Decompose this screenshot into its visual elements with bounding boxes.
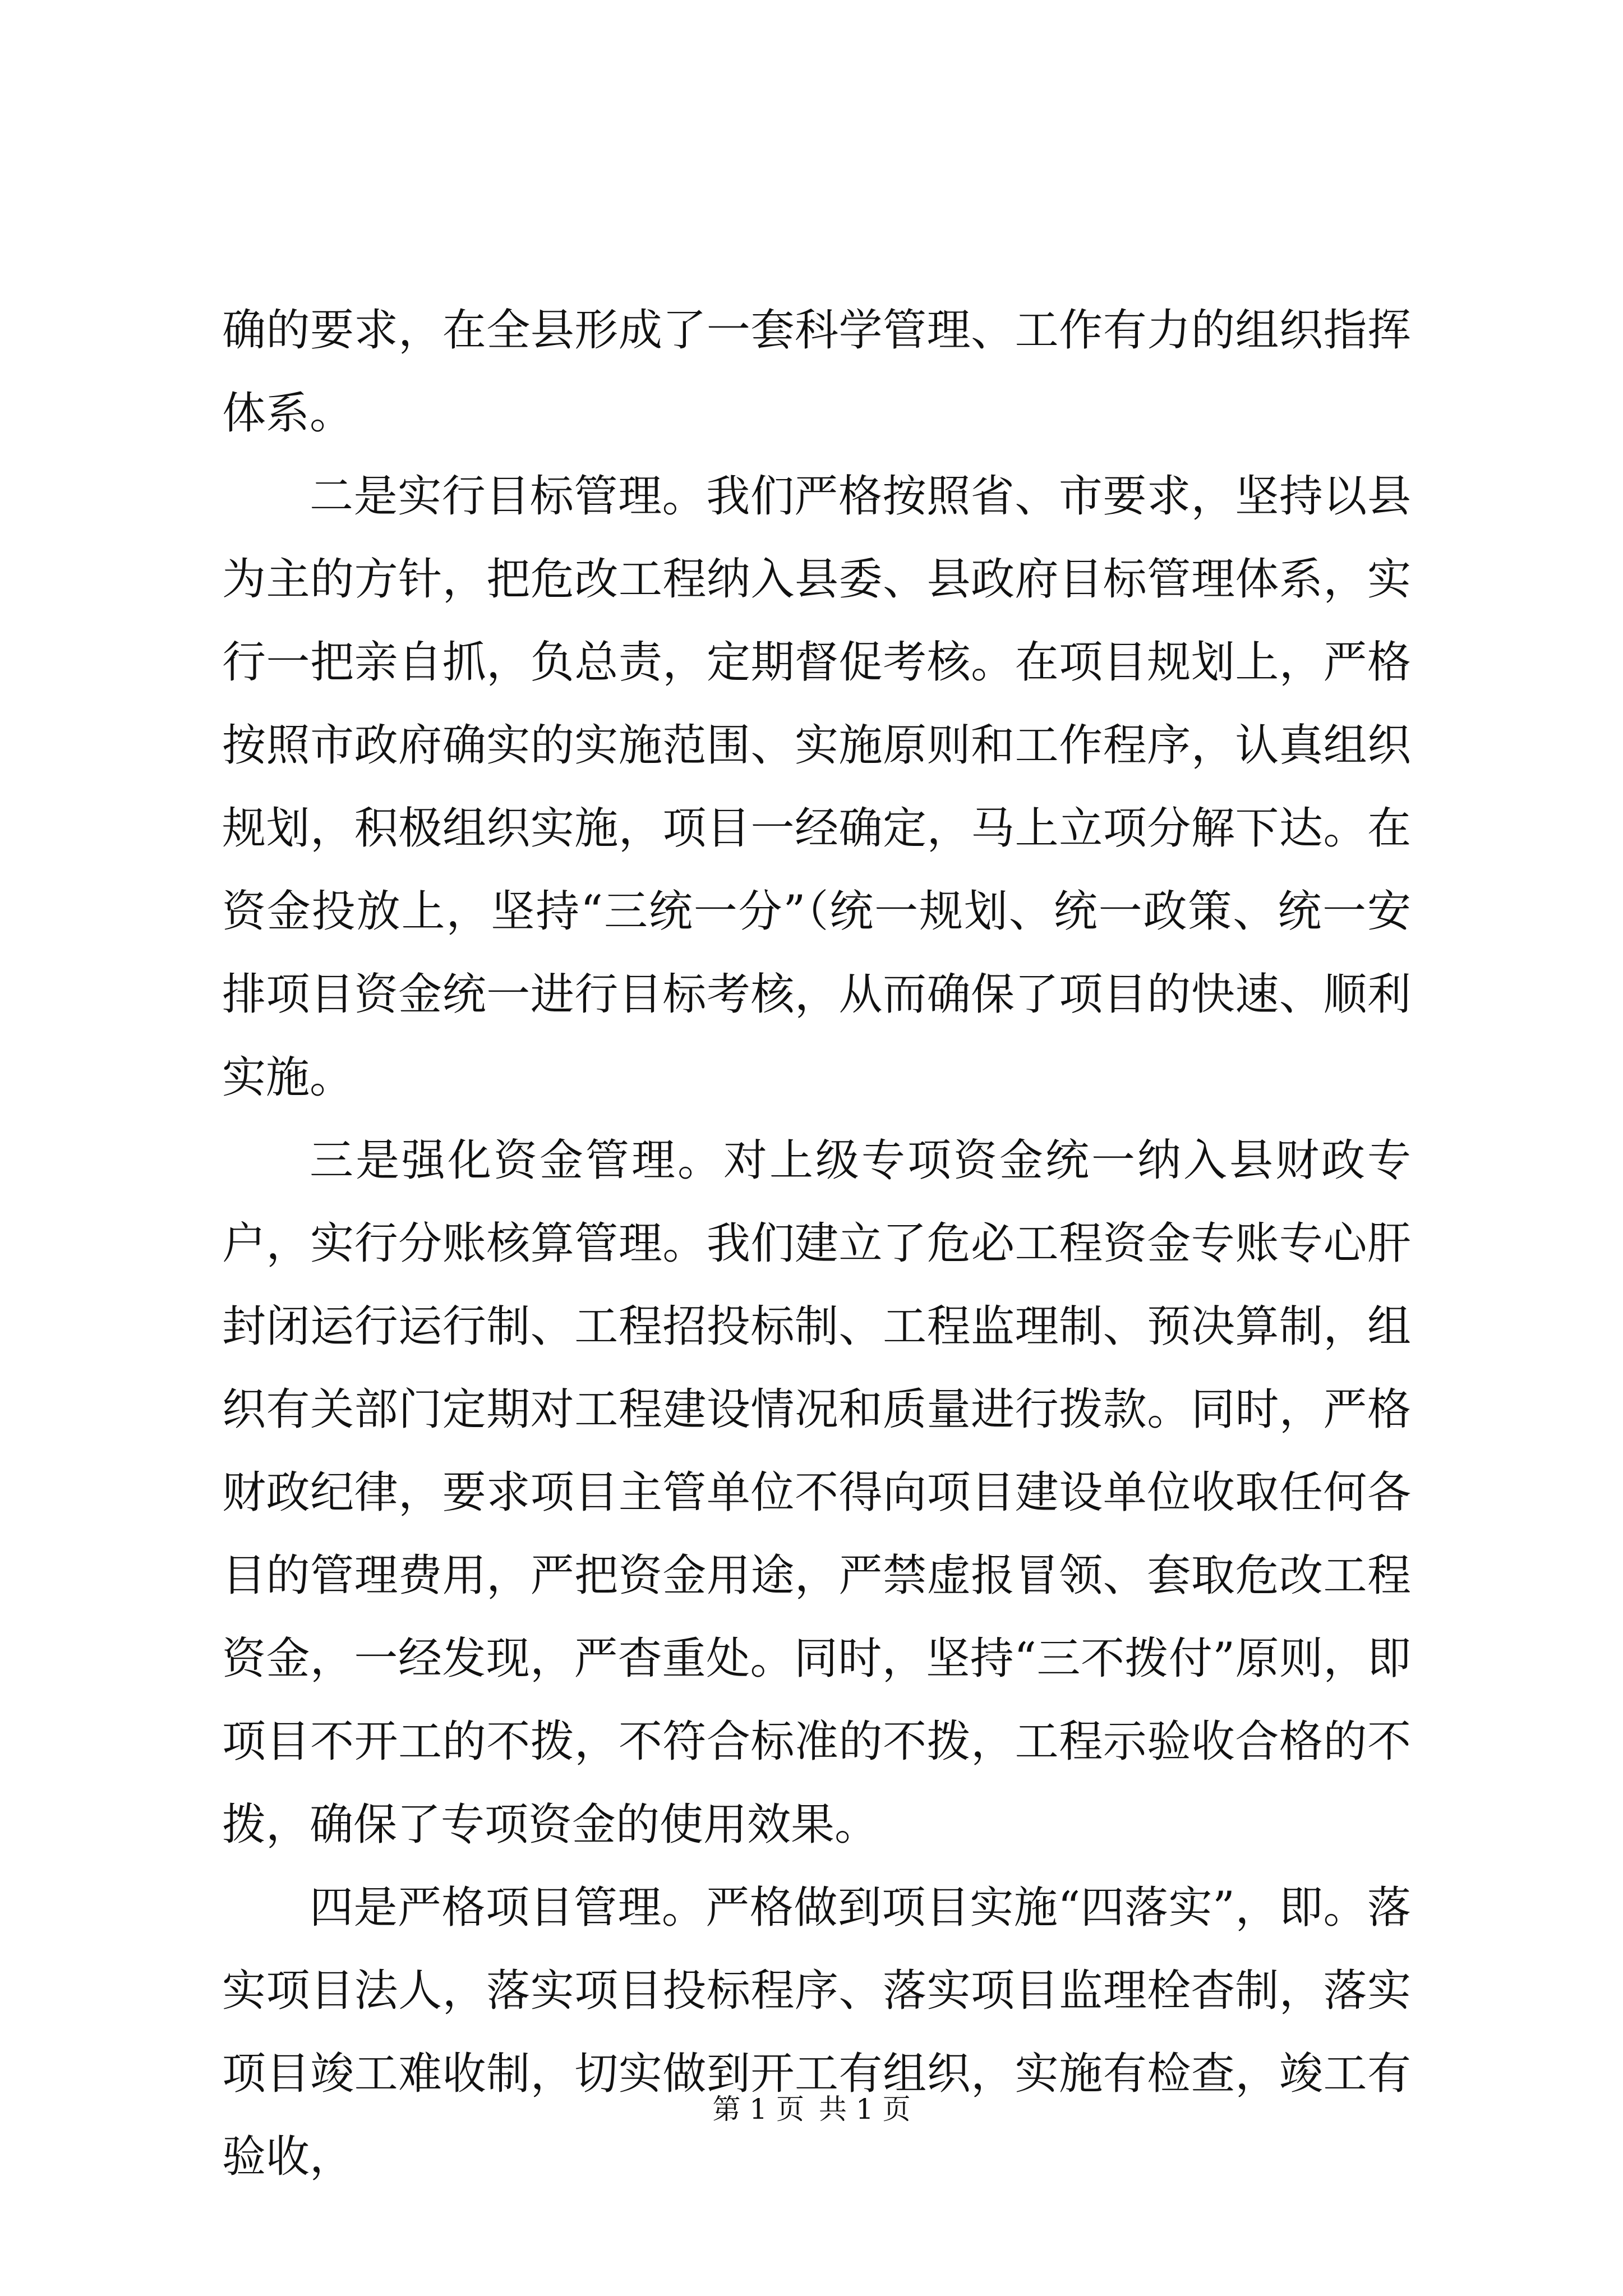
paragraph-project-management: 四是严格项目管理。严格做到项目实施“四落实”，即。落实项目法人，落实项目投标程序、落实项目监理栓杳制，落实项目竣工难收制，切实做到开工有组织，实施有检查，竣工有验收，	[222, 1883, 1411, 2182]
paragraph-target-management: 二是实行目标管理。我们严格按照省、市要求，坚持以县为主的方针，把危改工程纳入县委、县政府目标管理体系，实行一把亲自抓，负总责，定期督促考核。在项目规划上，严格按照市政府确实的实施范围、实施原则和工作程序，认真组织规划，积极组织实施，项目一经确定，马上立项分解下达。在资金投放上，坚持“三统一分”（统一规划、统一政策、统一安排项目资金统一进行目标考核，从而确保了项目的快速、顺利实施。	[222, 471, 1411, 1103]
paragraph-continuation: 确的要求，在全县形成了一套科学管理、工作有力的组织指挥体系。	[222, 305, 1411, 439]
page-number-current: 第 1 页	[712, 2093, 804, 2125]
page-footer	[0, 2090, 1623, 2129]
page-number-total: 共 1 页	[819, 2093, 911, 2125]
paragraph-fund-management: 三是强化资金管理。对上级专项资金统一纳入县财政专户，实行分账核算管理。我们建立了危必工程资金专账专心肝封闭运行运行制、工程招投标制、工程监理制、预决算制，组织有关部门定期对工程建设情况和质量进行拨款。同时，严格财政纪律，要求项目主管单位不得向项目建设单位收取任何各目的管理费用，严把资金用途，严禁虚报冒领、套取危改工程资金，一经发现，严杳重处。同时，坚持“三不拨付”原则，即项目不开工的不拨，不符合标准的不拨，工程示验收合格的不拨，确保了专项资金的使用效果。	[222, 1135, 1411, 1850]
document-body	[222, 289, 1411, 2198]
